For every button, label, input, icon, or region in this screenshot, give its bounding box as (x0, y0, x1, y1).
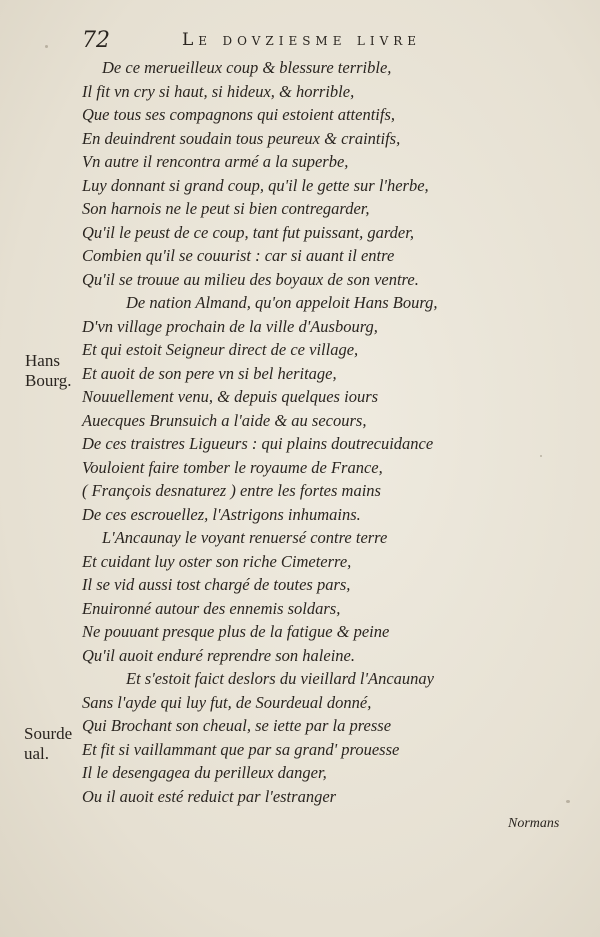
verse-line: En deuindrent soudain tous peureux & craintifs, (82, 128, 401, 148)
verse-line: D'vn village prochain de la ville d'Ausbourg, (82, 316, 378, 336)
verse-line: De ce merueilleux coup & blessure terrible, (102, 58, 392, 77)
verse-line: Combien qu'il se couurist : car si auant il entre (82, 246, 395, 265)
margin-note-hans-bourg (25, 351, 71, 391)
page-number: 72 (82, 28, 110, 53)
verse-line: Et qui estoit Seigneur direct de ce village, (82, 340, 359, 359)
verse-line: Qu'il auoit enduré reprendre son haleine. (82, 645, 355, 665)
verse-line: De ces escrouellez, l'Astrigons inhumains. (82, 504, 361, 524)
verse-line: Nouuellement venu, & depuis quelques iours (82, 387, 379, 406)
verse-line: Et s'estoit faict deslors du vieillard l'Ancaunay (126, 669, 434, 688)
running-title: Le dovziesme livre (182, 30, 422, 50)
verse-line: Enuironné autour des ennemis soldars, (82, 598, 341, 618)
verse-line: Qui Brochant son cheual, se iette par la presse (82, 716, 392, 735)
margin-note-text: Sourde ual. (24, 724, 73, 763)
catchword: Normans (508, 816, 560, 831)
page-header (82, 28, 482, 56)
verse-line: Vn autre il rencontra armé a la superbe, (82, 152, 349, 171)
verse-line: Son harnois ne le peut si bien contregarder, (82, 199, 370, 218)
verse-line: Et cuidant luy oster son riche Cimeterre, (82, 551, 352, 571)
verse-line: Que tous ses compagnons qui estoient attentifs, (82, 105, 396, 124)
verse-line: Vouloient faire tomber le royaume de France, (82, 457, 383, 477)
paper-speck (45, 45, 48, 48)
verse-line: Il le desengagea du perilleux danger, (82, 763, 327, 782)
verse-line: Il fit vn cry si haut, si hideux, & horrible, (82, 81, 355, 101)
verse-line: Et auoit de son pere vn si bel heritage, (82, 363, 337, 383)
verse-line: Qu'il le peust de ce coup, tant fut puissant, garder, (82, 222, 414, 242)
verse-line: Ne pouuant presque plus de la fatigue & peine (82, 622, 390, 641)
verse-line: ( François desnaturez ) entre les fortes mains (82, 481, 381, 500)
paper-speck (540, 455, 542, 457)
verse-line: L'Ancaunay le voyant renuersé contre terre (102, 528, 388, 547)
verse-line: Il se vid aussi tost chargé de toutes pars, (82, 575, 351, 594)
verse-text (82, 56, 502, 808)
verse-line: Sans l'ayde qui luy fut, de Sourdeual donné, (82, 692, 372, 712)
verse-line: Et fit si vaillammant que par sa grand' prouesse (82, 739, 400, 759)
verse-line: Luy donnant si grand coup, qu'il le gette sur l'herbe, (82, 175, 429, 195)
verse-line: De ces traistres Ligueurs : qui plains doutrecuidance (82, 434, 434, 453)
verse-line: Auecques Brunsuich a l'aide & au secours, (82, 410, 367, 430)
margin-note-sourdeual (24, 724, 72, 764)
margin-note-text: Hans Bourg. (25, 351, 72, 390)
verse-line: Qu'il se trouue au milieu des boyaux de son ventre. (82, 269, 419, 289)
paper-speck (566, 800, 570, 803)
verse-line: Ou il auoit esté reduict par l'estranger (82, 786, 337, 806)
verse-line: De nation Almand, qu'on appeloit Hans Bourg, (126, 293, 438, 312)
